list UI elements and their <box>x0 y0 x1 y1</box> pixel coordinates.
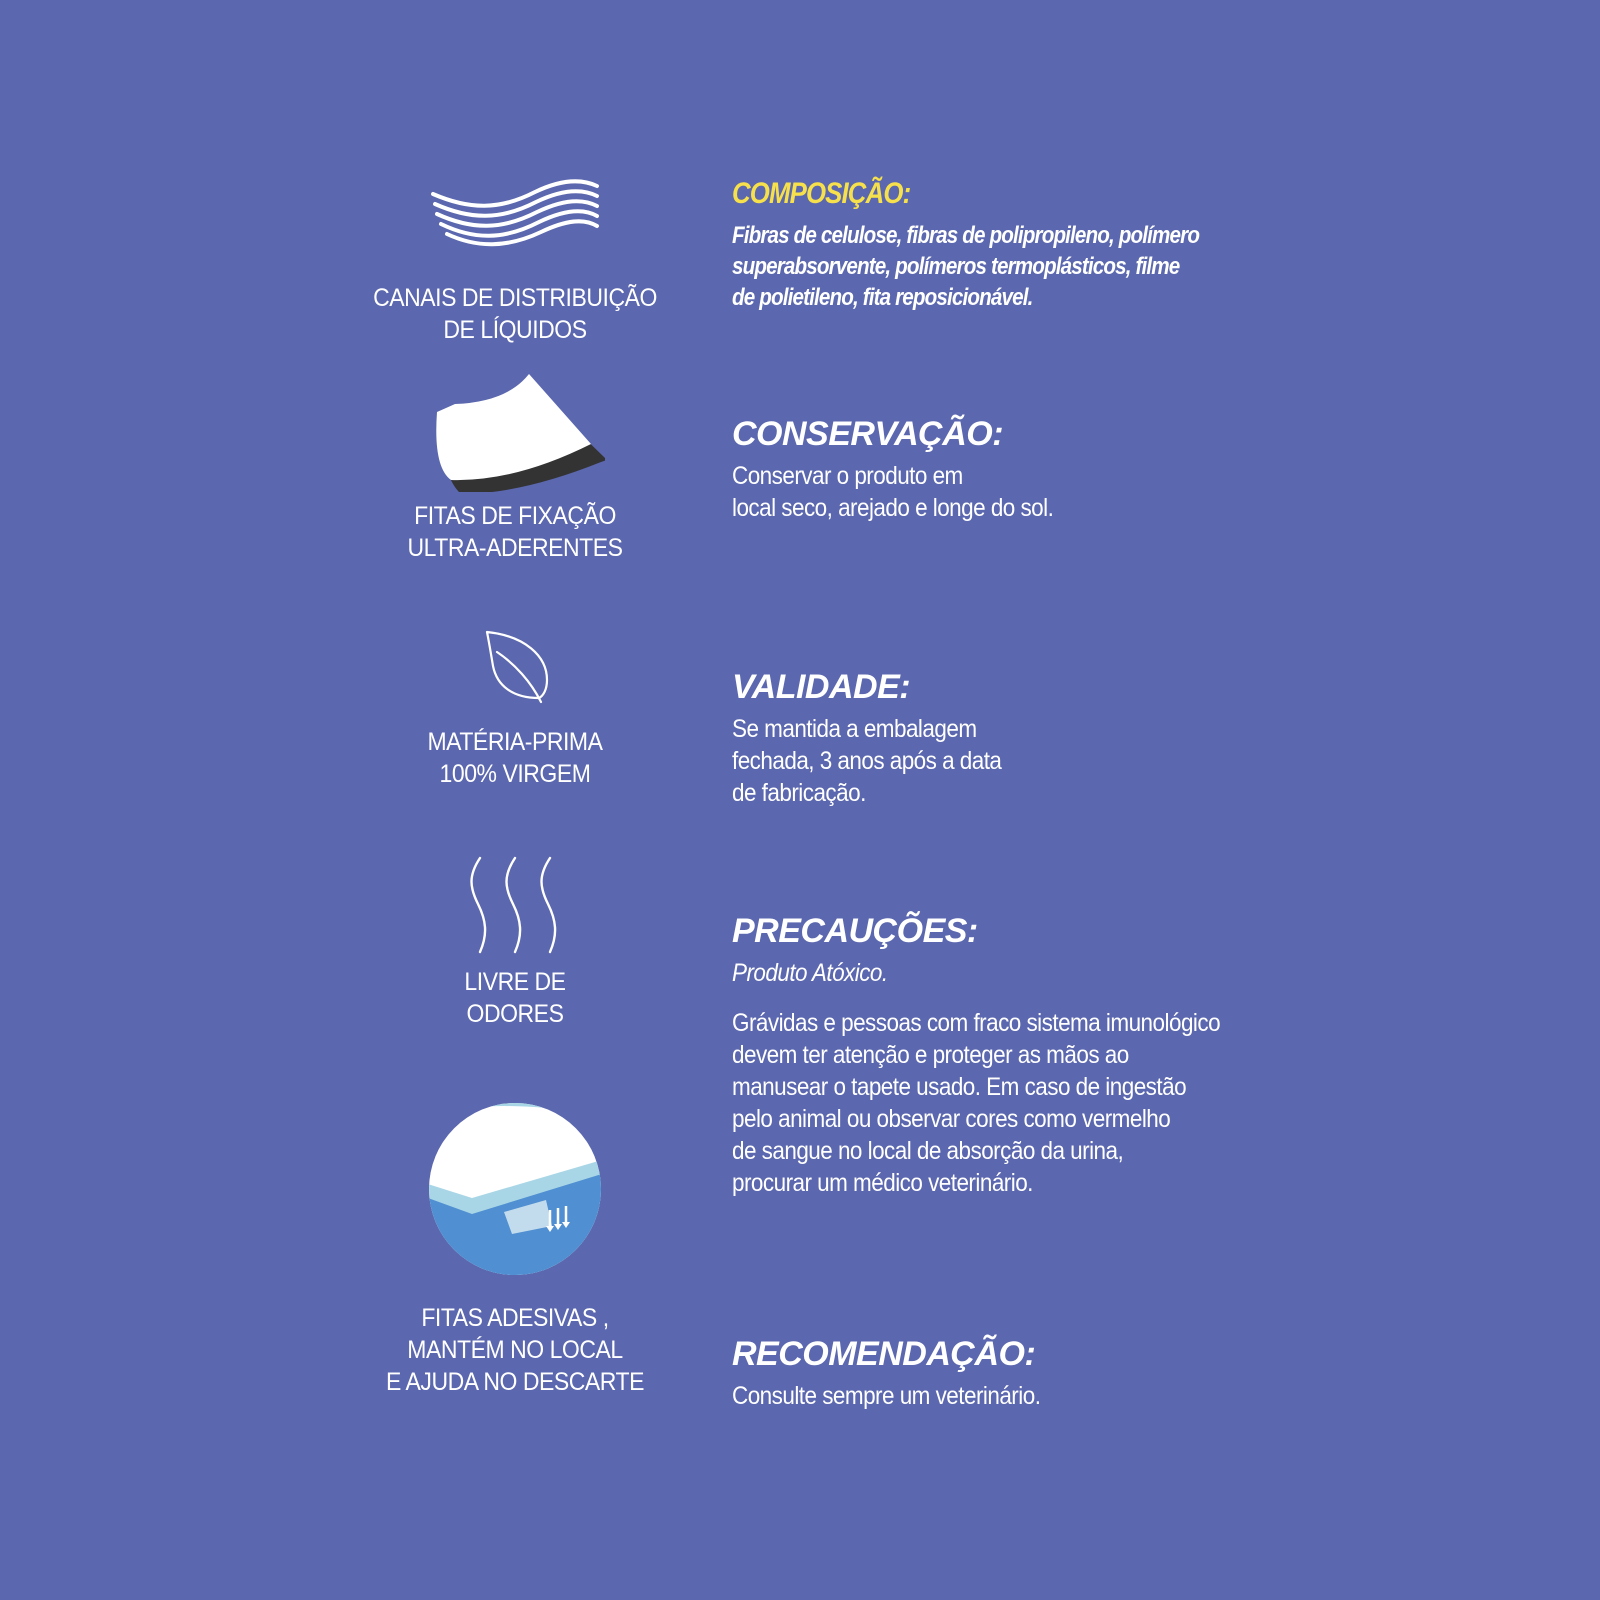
tape-icon <box>425 372 605 492</box>
feature-adhesive-tapes <box>330 1102 700 1398</box>
composition-title: COMPOSIÇÃO: <box>732 177 911 210</box>
recommendation-title: RECOMENDAÇÃO: <box>732 1335 1036 1373</box>
feature-fixing-tapes <box>330 372 700 564</box>
absorbent-pad-icon <box>428 1102 602 1276</box>
odor-waves-icon <box>460 854 570 956</box>
feature-label: LIVRE DE ODORES <box>464 968 566 1028</box>
validity-title: VALIDADE: <box>732 668 911 706</box>
precautions-section <box>732 911 1292 1199</box>
conservation-section <box>732 414 1292 524</box>
feature-label: FITAS DE FIXAÇÃO ULTRA-ADERENTES <box>407 502 623 562</box>
conservation-body: Conservar o produto em local seco, arejado e longe do sol. <box>732 462 1054 522</box>
precautions-title: PRECAUÇÕES: <box>732 912 978 950</box>
feature-virgin-material <box>330 630 700 790</box>
composition-body: Fibras de celulose, fibras de polipropileno, polímero superabsorvente, polímeros termoplásticos, filme de polietileno, fita reposicionável. <box>732 222 1200 311</box>
leaf-icon <box>475 630 555 706</box>
recommendation-body: Consulte sempre um veterinário. <box>732 1382 1041 1410</box>
recommendation-section <box>732 1334 1292 1412</box>
precautions-body: Grávidas e pessoas com fraco sistema imunológico devem ter atenção e proteger as mãos ao manusear o tapete usado. Em caso de ingestão pelo animal ou observar cores como vermelho de sangue no local de absorção da urina, procurar um médico veterinário. <box>732 1009 1221 1197</box>
feature-liquid-channels <box>330 172 700 346</box>
composition-section <box>732 176 1292 313</box>
feature-label: CANAIS DE DISTRIBUIÇÃO DE LÍQUIDOS <box>373 284 657 344</box>
precautions-subtitle: Produto Atóxico. <box>732 959 888 987</box>
feature-label: MATÉRIA-PRIMA 100% VIRGEM <box>427 728 603 788</box>
validity-section <box>732 667 1292 809</box>
waves-icon <box>425 172 605 252</box>
feature-label: FITAS ADESIVAS , MANTÉM NO LOCAL E AJUDA NO DESCARTE <box>386 1304 644 1396</box>
conservation-title: CONSERVAÇÃO: <box>732 415 1004 453</box>
validity-body: Se mantida a embalagem fechada, 3 anos após a data de fabricação. <box>732 715 1002 807</box>
feature-odor-free <box>330 854 700 1030</box>
